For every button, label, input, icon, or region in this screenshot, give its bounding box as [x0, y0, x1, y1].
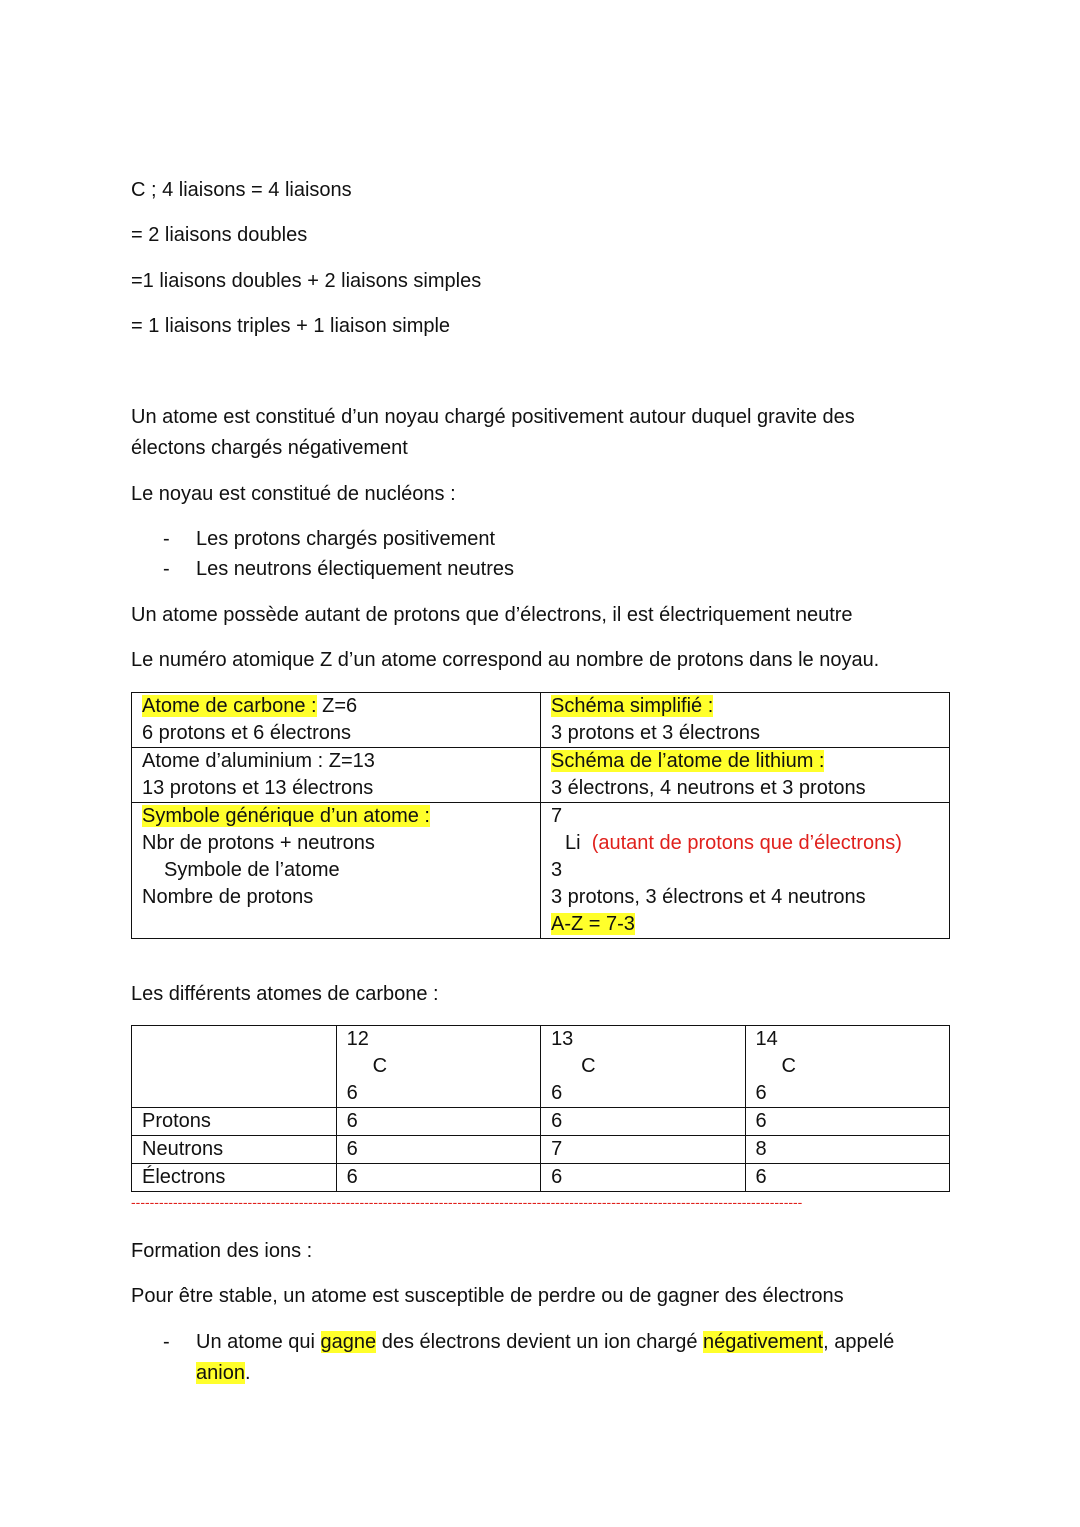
table-cell	[132, 748, 541, 803]
table-cell: 8	[745, 1136, 949, 1164]
table-cell	[745, 1026, 949, 1108]
table-cell	[132, 803, 541, 939]
bullet-protons: Les protons chargés positivement	[196, 528, 496, 550]
row-label: Neutrons	[132, 1136, 337, 1164]
lithium-note: (autant de protons que d’électrons)	[591, 832, 902, 854]
table-cell: 6	[336, 1136, 540, 1164]
table-row	[132, 1164, 950, 1192]
anion-highlight: anion	[196, 1362, 245, 1384]
anion-text-b: des électrons devient un ion chargé	[376, 1331, 704, 1353]
simplified-schema-label: Schéma simplifié :	[551, 695, 714, 717]
bullet-dash: -	[163, 1331, 170, 1353]
table-row	[132, 1136, 950, 1164]
isotopes-heading: Les différents atomes de carbone :	[131, 983, 439, 1005]
table-cell	[336, 1026, 540, 1108]
lithium-schema-label: Schéma de l’atome de lithium :	[551, 750, 825, 772]
isotope-z: 6	[551, 1082, 563, 1104]
atom-para-1b: électons chargés négativement	[131, 437, 408, 459]
row-label: Électrons	[132, 1164, 337, 1192]
table-row	[132, 748, 950, 803]
bullet-neutrons: Les neutrons électiquement neutres	[196, 558, 514, 580]
table-cell	[541, 1026, 745, 1108]
lithium-schema-detail: 3 électrons, 4 neutrons et 3 protons	[551, 777, 866, 799]
anion-text-c: , appelé	[823, 1331, 895, 1353]
table-cell	[541, 748, 950, 803]
anion-bullet-cont	[196, 1360, 251, 1386]
aluminium-detail: 13 protons et 13 électrons	[142, 777, 374, 799]
table-row	[132, 1026, 950, 1108]
table-cell	[541, 693, 950, 748]
row-label: Protons	[132, 1108, 337, 1136]
table-cell	[132, 693, 541, 748]
table-cell	[541, 803, 950, 939]
generic-protons-label: Nombre de protons	[142, 886, 314, 908]
isotope-z: 6	[346, 1082, 358, 1104]
atom-para-1a: Un atome est constitué d’un noyau chargé positivement autour duquel gravite des	[131, 406, 855, 428]
carbon-z: Z=6	[316, 695, 358, 717]
atom-para-4: Le numéro atomique Z d’un atome correspond au nombre de protons dans le noyau.	[131, 649, 880, 671]
ions-heading: Formation des ions :	[131, 1240, 313, 1262]
aluminium-label: Atome d’aluminium : Z=13	[142, 750, 375, 772]
table-cell	[132, 1026, 337, 1108]
atom-para-3: Un atome possède autant de protons que d’électrons, il est électriquement neutre	[131, 604, 853, 626]
table-cell: 6	[541, 1164, 745, 1192]
isotope-mass: 13	[551, 1028, 574, 1050]
lithium-symbol: Li	[565, 832, 581, 854]
table-cell: 7	[541, 1136, 745, 1164]
table-cell: 6	[541, 1108, 745, 1136]
simplified-schema-detail: 3 protons et 3 électrons	[551, 722, 761, 744]
table-cell: 6	[745, 1164, 949, 1192]
carbon-label: Atome de carbone :	[142, 695, 317, 717]
lithium-z: 3	[551, 859, 563, 881]
isotope-symbol: C	[581, 1055, 596, 1077]
lithium-formula: A-Z = 7-3	[551, 913, 635, 935]
bond-line-1: C ; 4 liaisons = 4 liaisons	[131, 179, 352, 201]
bond-line-2: = 2 liaisons doubles	[131, 224, 308, 246]
generic-symbol-text: Symbole de l’atome	[164, 859, 340, 881]
anion-bullet	[196, 1329, 894, 1355]
atom-info-table	[131, 692, 950, 939]
lithium-mass: 7	[551, 805, 563, 827]
bullet-dash: -	[163, 558, 170, 580]
anion-text-d: .	[244, 1362, 251, 1384]
bond-line-3: =1 liaisons doubles + 2 liaisons simples	[131, 270, 482, 292]
isotopes-table	[131, 1025, 950, 1192]
isotope-mass: 12	[346, 1028, 369, 1050]
isotope-symbol: C	[372, 1055, 388, 1077]
isotope-symbol: C	[781, 1055, 796, 1077]
isotope-mass: 14	[755, 1028, 778, 1050]
table-row	[132, 693, 950, 748]
bullet-dash: -	[163, 528, 170, 550]
table-cell: 6	[336, 1164, 540, 1192]
generic-symbol-label: Symbole générique d’un atome :	[142, 805, 430, 827]
gagne-highlight: gagne	[320, 1331, 377, 1353]
negativement-highlight: négativement	[703, 1331, 824, 1353]
lithium-composition: 3 protons, 3 électrons et 4 neutrons	[551, 886, 866, 908]
table-cell: 6	[745, 1108, 949, 1136]
carbon-detail: 6 protons et 6 électrons	[142, 722, 352, 744]
ions-para: Pour être stable, un atome est susceptible de perdre ou de gagner des électrons	[131, 1285, 844, 1307]
bond-line-4: = 1 liaisons triples + 1 liaison simple	[131, 315, 451, 337]
table-row	[132, 1108, 950, 1136]
generic-mass-label: Nbr de protons + neutrons	[142, 832, 375, 854]
isotope-z: 6	[755, 1082, 767, 1104]
table-cell: 6	[336, 1108, 540, 1136]
atom-para-2: Le noyau est constitué de nucléons :	[131, 483, 456, 505]
anion-text-a: Un atome qui	[196, 1331, 321, 1353]
red-separator: ------------------------------------------------------------------------------------------------------------------------------------------------	[131, 1194, 803, 1210]
table-row	[132, 803, 950, 939]
